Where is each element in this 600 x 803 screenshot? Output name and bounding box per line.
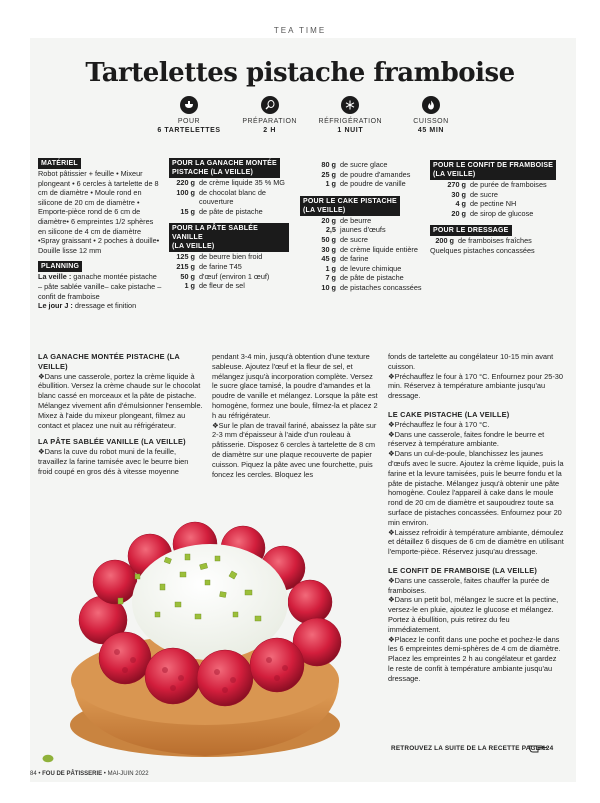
step-paragraph: ❖Placez le confit dans une poche et pochez-le dans les 6 empreintes demi-sphères de 4 cm de diamètre. Placez les empreintes 2 h au congélateur et gardez le reste de confit à température ambiante jusqu'au dressage. <box>388 634 561 683</box>
snowflake-icon <box>341 96 359 114</box>
magazine-name: FOU DE PÂTISSERIE <box>42 771 103 777</box>
recipe-title: Tartelettes pistache framboise <box>85 58 515 88</box>
step-heading: LA GANACHE MONTÉE PISTACHE (LA VEILLE) <box>38 352 180 371</box>
planning-jour: Le jour J : dressage et finition <box>38 301 137 311</box>
step-paragraph: ❖Dans un petit bol, mélangez le sucre et la pectine, versez-le en pluie, ajoutez le glucose et mélangez. Portez à ébullition, puis retirez du feu immédiatement. <box>388 595 559 634</box>
ingredient-row: 270 g de purée de framboises <box>447 180 547 189</box>
confit-heading: POUR LE CONFIT DE FRAMBOISE (LA VEILLE) <box>430 160 556 180</box>
page-footer: 84 • FOU DE PÂTISSERIE • MAI-JUIN 2022 <box>30 771 149 777</box>
dressage-heading: POUR LE DRESSAGE <box>430 225 512 236</box>
continue-note: RETROUVEZ LA SUITE DE LA RECETTE PAGE 124 <box>391 745 554 752</box>
ingredient-row: 220 g de crème liquide 35 % MG <box>176 178 285 187</box>
ingredient-row: 1 g de levure chimique <box>325 263 402 273</box>
ingredient-row: 15 g de pâte de pistache <box>180 206 263 216</box>
ingredient-row: 215 g de farine T45 <box>176 261 242 271</box>
cake-heading: POUR LE CAKE PISTACHE (LA VEILLE) <box>300 196 400 216</box>
ingredient-row: 100 g de chocolat blanc de couverture <box>176 187 266 207</box>
ingredient-row: 50 g d'œuf (environ 1 œuf) <box>180 271 270 281</box>
planning-veille: La veille : ganache montée pistache – pâte sablée vanille– cake pistache – confit de framboise <box>38 272 162 301</box>
ingredient-row: 1 g de poudre de vanille <box>325 179 406 189</box>
step-paragraph: ❖Préchauffez le four à 170 °C. Enfournez pour 25-30 min. Réservez à température ambiante jusqu'au dressage. <box>388 371 564 401</box>
info-servings: POUR 6 TARTELETTES <box>150 96 228 140</box>
materiel-heading: MATÉRIEL <box>38 158 81 169</box>
bowl-icon <box>180 96 198 114</box>
step-paragraph: ❖Sur le plan de travail fariné, abaissez la pâte sur 2-3 mm d'épaisseur à l'aide d'un rouleau à pâtisserie. Disposez 6 cercles à tartelette de 8 cm de diamètre sur une plaque recouverte de papier cuisson. Piquez la pâte avec une fourchette, puis foncez les cercles. Bloquez les <box>212 420 377 479</box>
issue-date: MAI-JUIN 2022 <box>107 771 149 777</box>
ingredient-row: 7 g de pâte de pistache <box>325 273 404 283</box>
info-preparation: PRÉPARATION 2 H <box>231 96 309 140</box>
step-paragraph: ❖Dans une casserole, faites chauffer la purée de framboises. <box>388 575 550 595</box>
ingredient-row: 20 g de sirop de glucose <box>451 208 534 218</box>
ingredient-row: 20 g de beurre <box>321 215 372 225</box>
ingredient-row: 80 g de sucre glace <box>321 160 388 169</box>
step-heading: LE CONFIT DE FRAMBOISE (LA VEILLE) <box>388 565 537 575</box>
step-paragraph: ❖Dans un cul-de-poule, blanchissez les jaunes d'œufs avec le sucre. Ajoutez la crème liquide, puis la farine et la levure tamisées, puis le beurre fondu et la pâte de pistache. Mélangez jusqu'à obtenir une pâte homogène. Coulez l'appareil à cake dans le moule rond de 20 cm de diamètre et saupoudrez toute sa surface de pistaches concassées. Enfournez pour 20 min environ. <box>388 449 564 527</box>
steps-column-2 <box>212 352 378 479</box>
ingredient-row: 200 g de framboises fraîches <box>435 236 532 246</box>
ingredient-row: 2,5 jaunes d'œufs <box>325 225 386 235</box>
ingredient-row: 30 g de crème liquide entière <box>321 244 418 254</box>
ingredient-row: 30 g de sucre <box>451 189 498 199</box>
cake-column <box>300 160 426 293</box>
materiel-column <box>38 158 162 311</box>
confit-column <box>430 160 570 256</box>
steps-column-1 <box>38 352 204 477</box>
ingredient-row: 10 g de pistaches concassées <box>321 282 422 292</box>
sablee-heading: POUR LA PÂTE SABLÉE VANILLE (LA VEILLE) <box>169 223 289 252</box>
page-number: 84 <box>30 771 37 777</box>
step-paragraph: ❖Dans une casserole, portez la crème liquide à ébullition. Versez la crème chaude sur le chocolat blanc cassé en morceaux et la pâte de pistache. Mélangez vivement afin d'émulsionner l'ensemble. Mixez à l'aide du mixeur plongeant, filmez au contact et placez une nuit au réfrigérateur. <box>38 371 203 430</box>
ingredient-row: 125 g de beurre bien froid <box>176 252 263 262</box>
pistachio-icon <box>42 754 54 763</box>
ingredient-row: 1 g de fleur de sel <box>184 281 245 291</box>
recipe-info-row <box>150 96 470 140</box>
pointing-hand-icon <box>528 742 548 754</box>
ganache-heading: POUR LA GANACHE MONTÉE PISTACHE (LA VEILLE) <box>169 158 280 178</box>
whisk-icon <box>261 96 279 114</box>
info-refrigeration: RÉFRIGÉRATION 1 NUIT <box>311 96 389 140</box>
step-heading: LA PÂTE SABLÉE VANILLE (LA VEILLE) <box>38 437 186 447</box>
step-paragraph: fonds de tartelette au congélateur 10-15 min avant cuisson. <box>388 352 554 371</box>
steps-column-3 <box>388 352 564 684</box>
ingredient-row: 45 g de farine <box>321 254 369 264</box>
info-cooking: CUISSON 45 MIN <box>392 96 470 140</box>
step-paragraph: ❖Dans une casserole, faites fondre le beurre et réservez à température ambiante. <box>388 429 545 449</box>
section-label: TEA TIME <box>273 26 327 35</box>
materiel-text: Robot pâtissier + feuille • Mixeur plongeant • 6 cercles à tartelette de 8 cm de diamètre • Moule rond en silicone de 20 cm de diamètre • Emporte-pièce rond de 6 cm de diamètre• 6 empreintes 1/2 sphères en silicone de 4 cm de diamètre •Spray graissant • 2 poches à douille• Douille lisse 12 mm <box>38 169 160 255</box>
step-paragraph: pendant 3-4 min, jusqu'à obtention d'une texture sableuse. Ajoutez l'œuf et la fleur de sel, et mélangez jusqu'à incorporation complète. Versez le sucre glace tamisé, la poudre d'amandes et la poudre de vanille et mélangez. Lorsque la pâte est homogène, formez une boule, filmez-la et placez 2 h au réfrigérateur. <box>212 352 378 420</box>
step-paragraph: ❖Dans la cuve du robot muni de la feuille, travaillez la farine tamisée avec le beurre bien froid coupé en gros dés à vitesse moyenne <box>38 447 189 476</box>
step-paragraph: ❖Préchauffez le four à 170 °C. <box>388 419 490 429</box>
step-paragraph: ❖Laissez refroidir à température ambiante, démoulez et détaillez 6 disques de 6 cm de diamètre en utilisant l'emporte-pièce. Réservez jusqu'au dressage. <box>388 527 564 557</box>
ingredient-row: 25 g de poudre d'amandes <box>321 169 411 179</box>
ingredient-row: 50 g de sucre <box>321 234 368 244</box>
step-heading: LE CAKE PISTACHE (LA VEILLE) <box>388 409 510 419</box>
ganache-column <box>169 158 289 291</box>
planning-heading: PLANNING <box>38 261 82 272</box>
tart-photo <box>55 520 360 760</box>
ingredient-row: 4 g de pectine NH <box>455 199 517 209</box>
flame-icon <box>422 96 440 114</box>
dressage-extra: Quelques pistaches concassées <box>430 245 535 255</box>
